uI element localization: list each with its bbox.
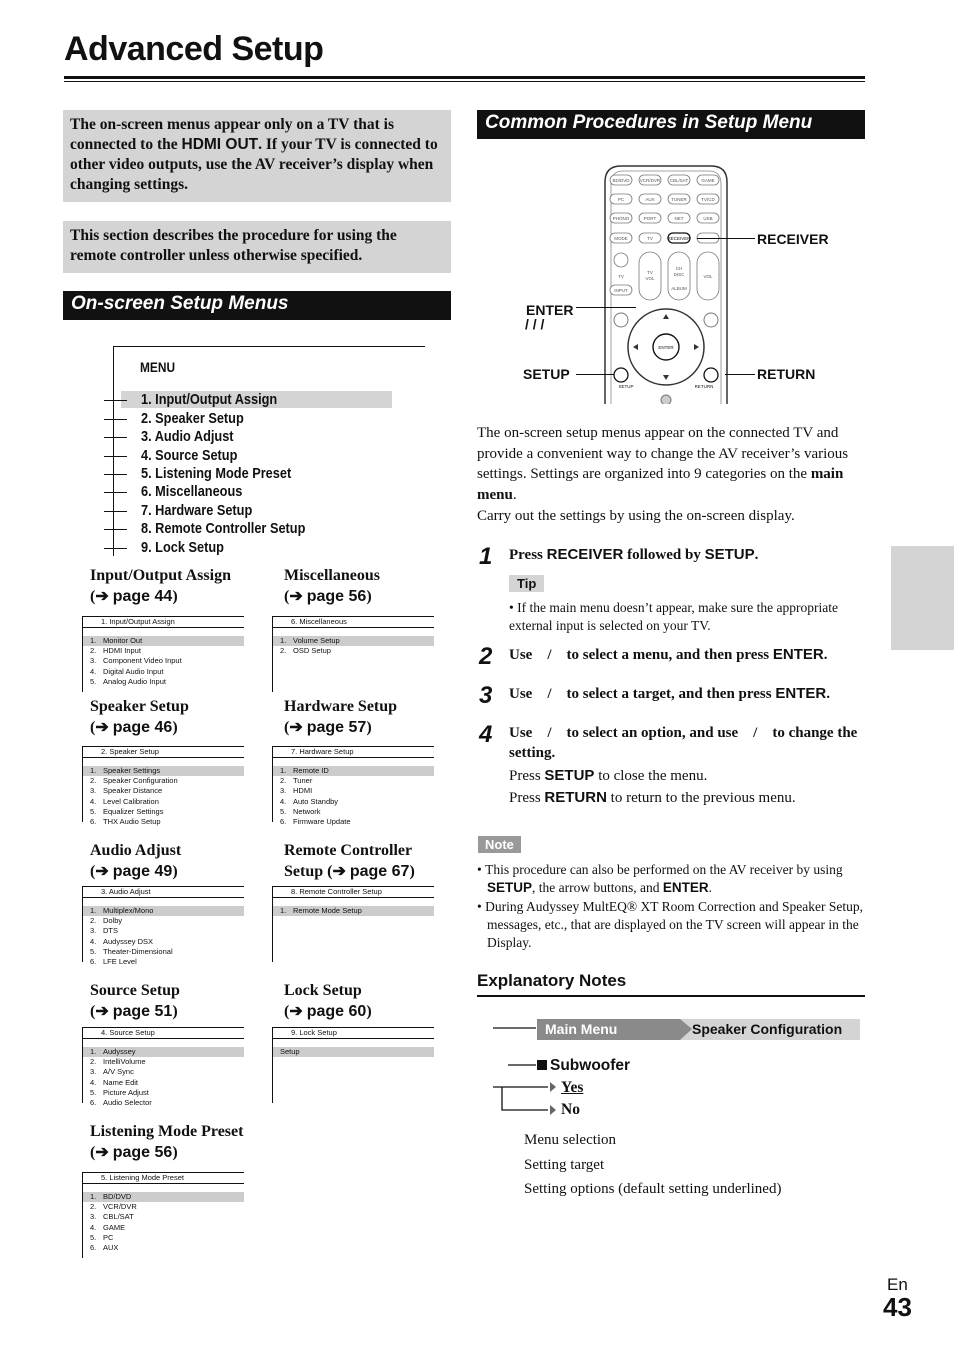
menu-item: 4. Source Setup: [141, 447, 238, 464]
submenu-row: 2. OSD Setup: [280, 646, 331, 656]
svg-text:TUNER: TUNER: [671, 197, 687, 202]
submenu-row: 3. Component Video Input: [90, 656, 182, 666]
submenu-row: 6. Audio Selector: [90, 1098, 152, 1108]
submenu-row-label: VCR/DVR: [103, 1202, 137, 1212]
submenu-screen: [272, 616, 434, 692]
step-1-text: Press RECEIVER followed by SETUP.: [509, 546, 759, 563]
submenu-row-label: PC: [103, 1232, 114, 1242]
submenu-row-label: Theater-Dimensional: [103, 946, 173, 956]
submenu-row-label: Name Edit: [103, 1077, 139, 1087]
submenu-name: Input/Output Assign: [90, 567, 231, 584]
svg-text:GAME: GAME: [701, 178, 715, 183]
legend-setting-options: Setting options (default setting underlined): [524, 1181, 782, 1197]
page-link: page 49: [112, 863, 173, 880]
menu-item: 6. Miscellaneous: [141, 483, 243, 500]
svg-text:RETURN: RETURN: [694, 384, 714, 389]
submenu-reference: [90, 565, 231, 607]
submenu-reference: [90, 980, 180, 1022]
submenu-row-label: Speaker Configuration: [103, 776, 178, 786]
submenu-name: Hardware Setup: [284, 698, 398, 715]
submenu-row-label: Speaker Settings: [103, 766, 161, 775]
submenu-row-label: THX Audio Setup: [103, 817, 161, 827]
page-link: page 44: [112, 588, 173, 605]
submenu-row-label: Firmware Update: [293, 817, 351, 827]
submenu-row: 1. BD/DVD: [83, 1192, 244, 1202]
intro-carry-out: Carry out the settings by using the on-screen display.: [477, 508, 795, 524]
submenu-row-label: HDMI: [293, 786, 313, 796]
submenu-screen-title: 9. Lock Setup: [273, 1028, 434, 1039]
submenu-page-ref: (➔ page 56): [284, 588, 372, 605]
submenu-page-ref: (➔ page 46): [90, 719, 178, 736]
submenu-reference: [90, 696, 189, 738]
svg-text:VCR/DVR: VCR/DVR: [639, 178, 661, 183]
legend-setting-target: Setting target: [524, 1157, 605, 1173]
submenu-row-label: Picture Adjust: [103, 1087, 149, 1097]
title-rule-thin: [64, 81, 865, 82]
submenu-row: [273, 1047, 434, 1057]
submenu-row: 4. Level Calibration: [90, 796, 159, 806]
submenu-page-ref: (➔ page 60): [284, 1003, 372, 1020]
submenu-row-label: Speaker Distance: [103, 786, 163, 796]
submenu-row: 2. IntelliVolume: [90, 1057, 146, 1067]
svg-text:VOL: VOL: [703, 274, 713, 279]
svg-text:INPUT: INPUT: [614, 288, 628, 293]
submenu-row: 3. Speaker Distance: [90, 786, 163, 796]
menu-item: 1. Input/Output Assign: [141, 391, 278, 408]
submenu-name: Source Setup: [90, 982, 180, 999]
submenu-row: 5. Network: [280, 806, 321, 816]
svg-text:ALBUM: ALBUM: [671, 286, 687, 291]
explanatory-rule: [477, 995, 865, 997]
submenu-row-label: Volume Setup: [293, 636, 340, 645]
submenu-reference: [284, 565, 380, 607]
svg-text:PHONO: PHONO: [612, 216, 630, 221]
svg-text:TV: TV: [618, 274, 624, 279]
submenu-name: Lock Setup: [284, 982, 362, 999]
submenu-row-label: Level Calibration: [103, 796, 159, 806]
submenu-row-label: Equalizer Settings: [103, 806, 164, 816]
submenu-row: 3. A/V Sync: [90, 1067, 134, 1077]
submenu-screen: [82, 616, 244, 692]
submenu-screen-title: 2. Speaker Setup: [83, 747, 244, 758]
submenu-screen-title: 1. Input/Output Assign: [83, 617, 244, 628]
svg-text:TV/CD: TV/CD: [701, 197, 715, 202]
submenu-row: 5. Equalizer Settings: [90, 806, 164, 816]
menu-tree-branch: [104, 492, 127, 493]
svg-text:MODE: MODE: [614, 236, 628, 241]
note-badge: Note: [478, 836, 521, 853]
page-link: page 46: [112, 719, 173, 736]
speaker-config-label: Speaker Configuration: [692, 1021, 843, 1037]
menu-item: 9. Lock Setup: [141, 539, 224, 556]
submenu-row-label: IntelliVolume: [103, 1057, 146, 1067]
submenu-row: 4. Name Edit: [90, 1077, 139, 1087]
receiver-label: RECEIVER: [757, 231, 829, 247]
submenu-row: 1. Audyssey: [83, 1047, 244, 1057]
enter-leader: [576, 307, 636, 308]
submenu-row-label: Auto Standby: [293, 796, 339, 806]
return-label: RETURN: [757, 366, 816, 382]
menu-tree-top: [113, 346, 425, 347]
intro-paragraph: The on-screen setup menus appear on the connected TV and provide a convenient way to change the AV receiver’s various settings. Settings are organized into 9 categories on the main menu.: [477, 425, 849, 503]
step-3-text: Use / to select a target, and then press ENTER.: [509, 685, 830, 702]
svg-text:PC: PC: [617, 197, 625, 202]
submenu-row-label: AUX: [103, 1243, 119, 1253]
submenu-row-label: LFE Level: [103, 957, 137, 967]
submenu-row: 3. DTS: [90, 926, 118, 936]
step-2-number: 2: [479, 643, 493, 670]
submenu-screen: [272, 746, 434, 827]
submenu-row-label: Remote Mode Setup: [293, 906, 362, 915]
submenu-row: 1. Multiplex/Mono: [83, 906, 244, 916]
note-bullet-1: • This procedure can also be performed on the AV receiver by using SETUP, the arrow buttons, and ENTER.: [477, 862, 843, 895]
submenu-row-label: Network: [293, 806, 321, 816]
submenu-row: 1. Monitor Out: [83, 636, 244, 646]
submenu-reference: [284, 840, 415, 882]
menu-item: 5. Listening Mode Preset: [141, 465, 292, 482]
submenu-name: Speaker Setup: [90, 698, 189, 715]
svg-text:VOL: VOL: [645, 276, 655, 281]
submenu-row: 5. Theater-Dimensional: [90, 946, 173, 956]
menu-tree-branch: [104, 456, 127, 457]
submenu-reference: [90, 840, 181, 882]
menu-tree-branch: [104, 474, 127, 475]
svg-text:DISC: DISC: [673, 272, 685, 277]
menu-tree-branch: [104, 548, 127, 549]
common-heading: Common Procedures in Setup Menu: [477, 110, 865, 139]
submenu-row: 3. CBL/SAT: [90, 1212, 134, 1222]
submenu-screen-title: 5. Listening Mode Preset: [83, 1173, 244, 1184]
chapter-side-tab: [891, 546, 954, 650]
step-4-number: 4: [479, 721, 493, 748]
submenu-row: 3. HDMI: [280, 786, 313, 796]
submenu-row-label: Digital Audio Input: [103, 666, 164, 676]
submenu-row-label: OSD Setup: [293, 646, 331, 656]
submenu-row: 2. Dolby: [90, 916, 123, 926]
submenu-name: Miscellaneous: [284, 567, 380, 584]
submenu-screen: [272, 1027, 434, 1103]
submenu-row-label: Monitor Out: [103, 636, 143, 645]
explanatory-heading: Explanatory Notes: [477, 971, 627, 990]
submenu-screen-title: 6. Miscellaneous: [273, 617, 434, 628]
submenu-row: 4. Digital Audio Input: [90, 666, 164, 676]
submenu-screen: [82, 886, 244, 967]
submenu-row: 1. Remote ID: [273, 766, 434, 776]
option-yes: Yes: [561, 1079, 584, 1096]
step-4-return: Press RETURN to return to the previous menu.: [509, 789, 796, 806]
main-menu-label: Main Menu: [545, 1021, 618, 1037]
subwoofer-label: Subwoofer: [550, 1057, 631, 1074]
svg-text:PORT: PORT: [643, 216, 657, 221]
submenu-row: 5. Picture Adjust: [90, 1087, 149, 1097]
notice-remote: This section describes the procedure for using the remote controller unless otherwise specified.: [63, 221, 451, 273]
receiver-leader: [697, 238, 755, 239]
menu-title: MENU: [140, 359, 176, 375]
submenu-screen-title: 8. Remote Controller Setup: [273, 887, 434, 898]
page-link: page 60: [306, 1003, 367, 1020]
submenu-row: 1. Volume Setup: [273, 636, 434, 646]
note-bullet-2: • During Audyssey MultEQ® XT Room Correction and Speaker Setup, messages, etc., that are displayed on the TV screen will appear in the Display.: [477, 899, 863, 950]
submenu-screen: [82, 1172, 244, 1258]
submenu-row-label: Audyssey: [103, 1047, 136, 1056]
submenu-reference: [284, 696, 397, 738]
menu-tree-branch: [104, 400, 127, 401]
submenu-row-label: Setup: [280, 1047, 300, 1056]
menu-item: 8. Remote Controller Setup: [141, 520, 306, 537]
submenu-reference: [284, 980, 372, 1022]
submenu-row-label: DTS: [103, 926, 118, 936]
page-link: page 51: [112, 1003, 173, 1020]
submenu-name: Listening Mode Preset: [90, 1123, 244, 1140]
onscreen-heading: On-screen Setup Menus: [63, 291, 451, 320]
svg-text:ENTER: ENTER: [658, 345, 674, 350]
enter-label: ENTER: [526, 302, 574, 318]
page-link: page 56: [306, 588, 367, 605]
svg-text:TV: TV: [647, 270, 653, 275]
step-4-close: Press SETUP to close the menu.: [509, 767, 708, 784]
submenu-row-label: GAME: [103, 1222, 126, 1232]
svg-text:AUX: AUX: [645, 197, 655, 202]
menu-item: 7. Hardware Setup: [141, 502, 253, 519]
submenu-row-label: Component Video Input: [103, 656, 182, 666]
submenu-row-label: A/V Sync: [103, 1067, 134, 1077]
submenu-screen-title: 7. Hardware Setup: [273, 747, 434, 758]
submenu-row-label: CBL/SAT: [103, 1212, 134, 1222]
page-link: page 67: [349, 863, 410, 880]
submenu-row: 2. VCR/DVR: [90, 1202, 137, 1212]
svg-text:USB: USB: [703, 216, 713, 221]
svg-text:RECEIVER: RECEIVER: [667, 236, 691, 241]
tip-text: • If the main menu doesn’t appear, make sure the appropriate external input is selected on your TV.: [509, 600, 838, 633]
submenu-row: 2. Tuner: [280, 776, 313, 786]
setup-label: SETUP: [523, 366, 570, 382]
submenu-row-label: Multiplex/Mono: [103, 906, 154, 915]
remote-illustration: [595, 162, 735, 404]
submenu-screen-title: 4. Source Setup: [83, 1028, 244, 1039]
submenu-row: 2. Speaker Configuration: [90, 776, 178, 786]
menu-tree-branch: [104, 437, 127, 438]
language-label: En: [887, 1275, 908, 1294]
menu-tree-branch: [104, 511, 127, 512]
step-2-text: Use / to select a menu, and then press ENTER.: [509, 646, 828, 663]
page-number: 43: [883, 1292, 912, 1322]
setup-leader: [576, 374, 614, 375]
menu-tree-branch: [104, 529, 127, 530]
page-link: page 57: [306, 719, 367, 736]
option-no: No: [561, 1101, 580, 1118]
svg-text:TV: TV: [647, 236, 653, 241]
submenu-row: 1. Remote Mode Setup: [273, 906, 434, 916]
submenu-row-label: Remote ID: [293, 766, 329, 775]
submenu-row-label: Dolby: [103, 916, 123, 926]
submenu-row: 6. AUX: [90, 1243, 119, 1253]
submenu-reference: [90, 1121, 243, 1163]
submenu-page-ref: Setup (➔ page 67): [284, 863, 415, 880]
submenu-row-label: HDMI Input: [103, 646, 141, 656]
svg-text:SETUP: SETUP: [618, 384, 634, 389]
submenu-name: Remote Controller: [284, 842, 413, 859]
svg-text:NET: NET: [674, 216, 684, 221]
submenu-name: Audio Adjust: [90, 842, 182, 859]
menu-tree-branch: [104, 419, 127, 420]
submenu-row-label: Audyssey DSX: [103, 936, 154, 946]
submenu-row-label: BD/DVD: [103, 1192, 132, 1201]
title-rule: [64, 76, 865, 79]
submenu-screen: [272, 886, 434, 962]
notice-hdmi: The on-screen menus appear only on a TV that is connected to the HDMI OUT. If your TV is connected to other video outputs, use the AV receiver’s display when changing settings.: [63, 110, 451, 202]
svg-text:CH: CH: [675, 266, 683, 271]
submenu-row-label: Audio Selector: [103, 1098, 152, 1108]
svg-text:CBL/SAT: CBL/SAT: [669, 178, 689, 183]
submenu-row-label: Analog Audio Input: [103, 676, 166, 686]
page-link: page 56: [112, 1144, 173, 1161]
submenu-row: 1. Speaker Settings: [83, 766, 244, 776]
submenu-row: 4. GAME: [90, 1222, 126, 1232]
submenu-row: 5. Analog Audio Input: [90, 676, 166, 686]
step-1-number: 1: [479, 543, 493, 570]
submenu-name-cont: Setup: [284, 863, 324, 880]
submenu-row: 5. PC: [90, 1232, 114, 1242]
submenu-row: 6. LFE Level: [90, 957, 137, 967]
svg-text:BD/DVD: BD/DVD: [612, 178, 630, 183]
step-4-text: Use / to select an option, and use / to change the setting.: [509, 725, 862, 761]
tip-badge: Tip: [509, 575, 544, 592]
submenu-screen-title: 3. Audio Adjust: [83, 887, 244, 898]
page-title: Advanced Setup: [64, 30, 324, 68]
submenu-page-ref: (➔ page 49): [90, 863, 178, 880]
submenu-screen: [82, 746, 244, 827]
step-3-number: 3: [479, 682, 493, 709]
submenu-page-ref: (➔ page 44): [90, 588, 178, 605]
submenu-row: 4. Auto Standby: [280, 796, 339, 806]
submenu-page-ref: (➔ page 51): [90, 1003, 178, 1020]
return-leader: [725, 374, 755, 375]
submenu-page-ref: (➔ page 56): [90, 1144, 178, 1161]
submenu-row-label: Tuner: [293, 776, 313, 786]
menu-tree-vertical: [113, 346, 114, 556]
submenu-row: 4. Audyssey DSX: [90, 936, 154, 946]
arrow-keys-label: / / /: [525, 316, 545, 332]
submenu-row: 6. THX Audio Setup: [90, 817, 161, 827]
submenu-page-ref: (➔ page 57): [284, 719, 372, 736]
menu-item: 2. Speaker Setup: [141, 410, 244, 427]
submenu-screen: [82, 1027, 244, 1108]
menu-item: 3. Audio Adjust: [141, 428, 234, 445]
submenu-row: 6. Firmware Update: [280, 817, 351, 827]
submenu-row: 2. HDMI Input: [90, 646, 141, 656]
legend-menu-selection: Menu selection: [524, 1132, 617, 1148]
